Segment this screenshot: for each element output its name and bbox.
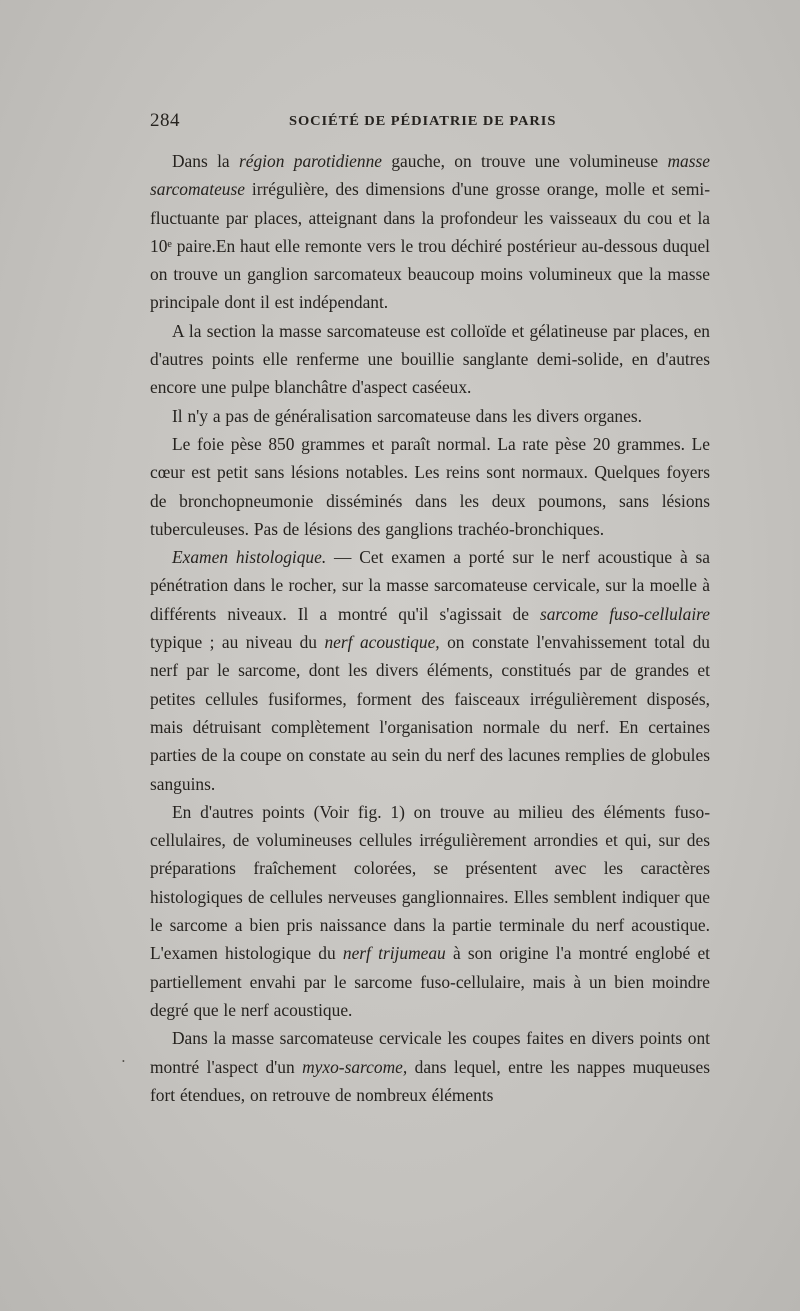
paragraph bbox=[150, 1024, 710, 1109]
italic-text-run: nerf acoustique, bbox=[324, 632, 440, 653]
paragraph bbox=[150, 430, 710, 543]
text-run: on constate l'envahissement total du nerf par le sarcome, dont les divers éléments, constitués par de grandes et petites cellules fusiformes, forment des faisceaux irrégulièrement disposés, mais détruisant complètement l'organisation normale du nerf. En certaines parties de la coupe on constate au sein du nerf des lacunes remplies de globules sanguins. bbox=[150, 632, 710, 794]
text-run: Dans la masse sarcomateuse cervicale les coupes faites en divers points ont montré l'aspect d'un bbox=[150, 1028, 710, 1077]
text-run: — Cet examen a porté sur le nerf acoustique à sa pénétration dans le rocher, sur la masse sarcomateuse cervicale, sur la moelle à différents niveaux. Il a montré qu'il s'agissait de bbox=[150, 547, 710, 624]
margin-mark: • bbox=[122, 1057, 125, 1066]
page-number: 284 bbox=[150, 110, 180, 131]
text-run: A la section la masse sarcomateuse est colloïde et gélatineuse par places, en d'autres points elle renferme une bouillie sanglante demi-solide, en d'autres encore une pulpe blanchâtre d'aspect caséeux. bbox=[150, 320, 710, 398]
text-run: Il n'y a pas de généralisation sarcomateuse dans les divers organes. bbox=[172, 405, 642, 426]
paragraph bbox=[150, 543, 710, 798]
text-run: à son origine l'a montré englobé et partiellement envahi par le sarcome fuso-cellulaire, mais à un bien moindre degré que le nerf acoustique. bbox=[150, 943, 710, 1020]
italic-text-run: myxo-sarcome, bbox=[302, 1056, 408, 1077]
paragraph bbox=[150, 147, 710, 317]
running-title: SOCIÉTÉ DE PÉDIATRIE DE PARIS bbox=[289, 114, 557, 129]
italic-text-run: sarcome fuso-cellulaire bbox=[539, 603, 711, 624]
text-run: typique ; au niveau du bbox=[150, 632, 325, 653]
page-header bbox=[150, 110, 710, 138]
italic-text-run: nerf trijumeau bbox=[342, 943, 446, 964]
paragraph bbox=[150, 402, 710, 430]
body-text bbox=[150, 147, 710, 1109]
italic-text-run: région parotidienne bbox=[239, 151, 382, 171]
text-run: gauche, on trouve une volumineuse bbox=[381, 151, 668, 171]
paragraph bbox=[150, 317, 710, 402]
text-run: dans lequel, entre les nappes muqueuses fort étendues, on retrouve de nombreux éléments bbox=[150, 1056, 710, 1105]
text-run: En d'autres points (Voir fig. 1) on trouve au milieu des éléments fuso-cellulaires, de volumineuses cellules irrégulièrement arrondies et qui, sur des préparations fraîchement colorées, se présentent avec les caractères histologiques de cellules nerveuses ganglionnaires. Elles semblent indiquer que le sarcome a bien pris naissance dans la partie terminale du nerf acoustique. L'examen histologique du bbox=[150, 801, 710, 964]
text-run: irrégulière, des dimensions d'une grosse orange, molle et semi-fluctuante par places, atteignant dans la profondeur les vaisseaux du cou et la 10ᵉ paire.En haut elle remonte vers le trou déchiré postérieur au-dessous duquel on trouve un ganglion sarcomateux beaucoup moins volumineux que la masse principale dont il est indépendant. bbox=[150, 179, 710, 313]
text-run: Dans la bbox=[172, 151, 239, 171]
italic-text-run: masse sarcomateuse bbox=[150, 151, 710, 200]
italic-text-run: Examen histologique. bbox=[172, 547, 327, 568]
text-run: Le foie pèse 850 grammes et paraît normal. La rate pèse 20 grammes. Le cœur est petit sans lésions notables. Les reins sont normaux. Quelques foyers de bronchopneumonie disséminés dans les deux poumons, sans lésions tuberculeuses. Pas de lésions des ganglions trachéo-bronchiques. bbox=[150, 433, 710, 539]
paragraph bbox=[150, 798, 710, 1024]
